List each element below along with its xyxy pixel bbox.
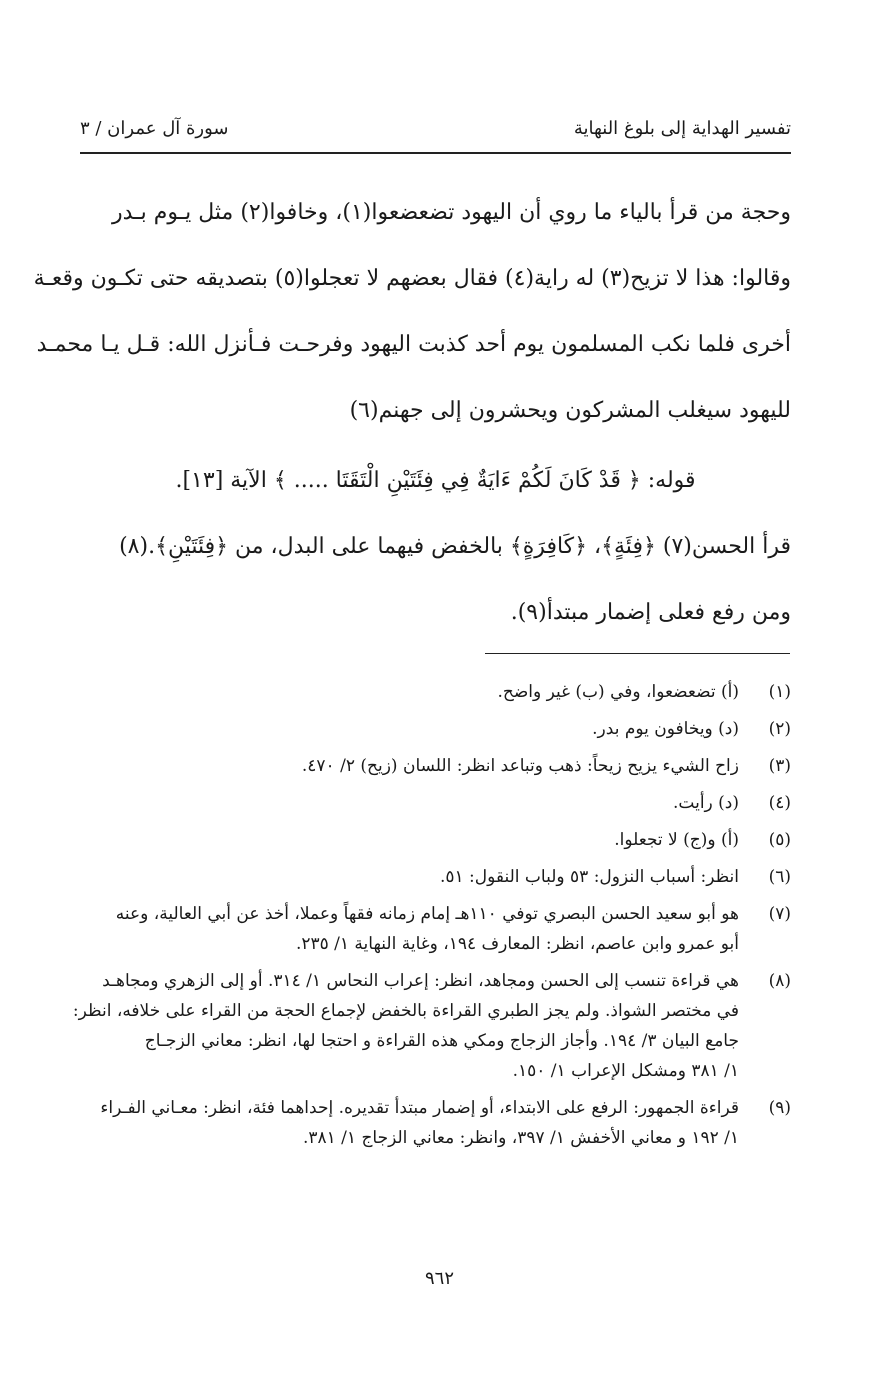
footnote — [80, 825, 791, 855]
footnote-line: ١/ ١٩٢ و معاني الأخفش ١/ ٣٩٧، وانظر: معاني الزجاج ١/ ٣٨١. — [302, 1128, 739, 1148]
footnote-number: (٧) — [768, 904, 791, 924]
footnote-text — [80, 1093, 739, 1153]
footnotes — [72, 677, 791, 1160]
footnote-line: (د) رأيت. — [673, 793, 739, 813]
footnote-number: (٤) — [768, 793, 791, 813]
main-text — [33, 180, 791, 646]
footnote — [80, 751, 791, 781]
raf-line: ومن رفع فعلى إضمار مبتدأ(٩). — [510, 600, 791, 625]
footnote-text — [80, 825, 739, 855]
text-line-2: وقالوا: هذا لا تزيح(٣) له راية(٤) فقال بعضهم لا تعجلوا(٥) بتصديقه حتى تكـون وقعـة — [33, 266, 791, 291]
footnote-line: هي قراءة تنسب إلى الحسن ومجاهد، انظر: إعراب النحاس ١/ ٣١٤. أو إلى الزهري ومجاهـد — [102, 971, 739, 991]
footnote-text — [80, 788, 739, 818]
footnote-number: (١) — [768, 682, 791, 702]
footnote-number: (٥) — [768, 830, 791, 850]
surah-title: سورة آل عمران / ٣ — [80, 117, 229, 139]
reading-line: قرأ الحسن(٧) ﴿فِئَةٍ﴾، ﴿كَافِرَةٍ﴾ بالخفض فيهما على البدل، من ﴿فِئَتَيْنِ﴾.(٨) — [119, 534, 791, 559]
page-number: ٩٦٢ — [424, 1268, 454, 1289]
footnote — [80, 677, 791, 707]
book-title: تفسير الهداية إلى بلوغ النهاية — [573, 117, 791, 139]
footnote-text — [80, 899, 739, 959]
text-line-1: وحجة من قرأ بالياء ما روي أن اليهود تضعضعوا(١)، وخافوا(٢) مثل يـوم بـدر — [111, 200, 791, 225]
quran-verse: قوله: ﴿ قَدْ كَانَ لَكُمْ ءَايَةٌ فِي فِئَتَيْنِ الْتَقَتَا ..... ﴾ الآية [١٣]. — [175, 468, 696, 493]
footnote-line: أبو عمرو وابن عاصم، انظر: المعارف ١٩٤، وغاية النهاية ١/ ٢٣٥. — [295, 934, 739, 954]
footnote-line: انظر: أسباب النزول: ٥٣ ولباب النقول: ٥١. — [439, 867, 739, 887]
footnote — [80, 862, 791, 892]
text-line-3: أخرى فلما نكب المسلمون يوم أحد كذبت اليهود وفرحـت فـأنزل الله: قـل يـا محمـد — [36, 332, 791, 357]
footnote-number: (٦) — [768, 867, 791, 887]
text-line-4: لليهود سيغلب المشركون ويحشرون إلى جهنم(٦) — [349, 398, 791, 423]
footnote-line: هو أبو سعيد الحسن البصري توفي ١١٠هـ إمام زمانه فقهاً وعملا، أخذ عن أبي العالية، وعنه — [115, 904, 739, 924]
footnote-number: (٢) — [768, 719, 791, 739]
footnote-line: في مختصر الشواذ. ولم يجز الطبري القراءة بالخفض لإجماع الحجة من القراء على خلافه، انظر: — [72, 1001, 739, 1021]
footnote — [80, 714, 791, 744]
footnote-number: (٩) — [768, 1098, 791, 1118]
footnote-number: (٨) — [768, 971, 791, 991]
footnote-text — [80, 751, 739, 781]
footnote — [80, 788, 791, 818]
footnote-line: (د) ويخافون يوم بدر. — [592, 719, 739, 739]
footnote-text — [80, 862, 739, 892]
footnote-number: (٣) — [768, 756, 791, 776]
footnote-text — [80, 714, 739, 744]
footnote-text — [80, 677, 739, 707]
footnote — [72, 966, 791, 1086]
footnote-separator — [485, 653, 790, 654]
footnote-line: ١/ ٣٨١ ومشكل الإعراب ١/ ١٥٠. — [512, 1061, 739, 1081]
footnote-text — [73, 966, 739, 1086]
footnote — [80, 899, 791, 959]
footnote-line: قراءة الجمهور: الرفع على الابتداء، أو إضمار مبتدأ تقديره. إحداهما فئة، انظر: معـاني الفـراء — [100, 1098, 739, 1118]
footnote-line: زاح الشيء يزيح زيحاً: ذهب وتباعد انظر: اللسان (زيح) ٢/ ٤٧٠. — [301, 756, 739, 776]
footnote — [80, 1093, 791, 1153]
footnote-line: (أ) تضعضعوا، وفي (ب) غير واضح. — [497, 682, 739, 702]
footnote-line: جامع البيان ٣/ ١٩٤. وأجاز الزجاج ومكي هذه القراءة و احتجا لها، انظر: معاني الزجـاج — [144, 1031, 739, 1051]
footnote-line: (أ) و(ج) لا تجعلوا. — [614, 830, 739, 850]
running-header — [80, 108, 791, 154]
